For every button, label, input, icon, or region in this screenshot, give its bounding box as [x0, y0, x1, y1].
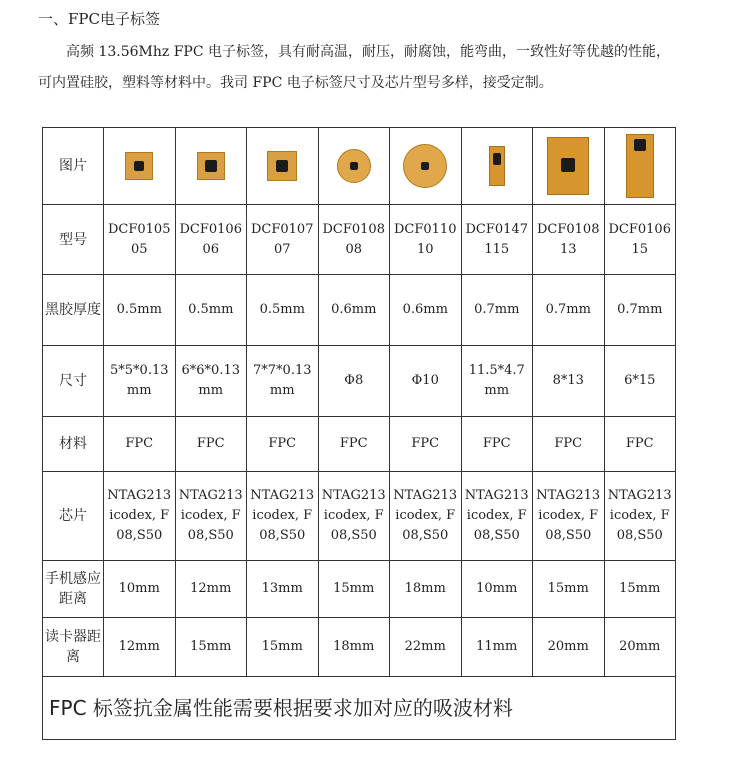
thickness-cell: 0.7mm	[461, 275, 533, 346]
model-cell: DCF010615	[604, 205, 676, 275]
material-cell: FPC	[104, 417, 176, 472]
phone-distance-cell: 15mm	[318, 561, 390, 618]
model-cell: DCF0147115	[461, 205, 533, 275]
reader-distance-cell: 20mm	[604, 618, 676, 677]
row-label-phone-distance: 手机感应距离	[43, 561, 104, 618]
size-cell: 7*7*0.13mm	[247, 346, 319, 417]
product-spec-table	[42, 127, 676, 740]
round-tag-image	[337, 149, 371, 183]
chip-cell: NTAG213 icodex, F08,S50	[533, 472, 605, 561]
model-cell: DCF010808	[318, 205, 390, 275]
size-cell: Φ8	[318, 346, 390, 417]
chip-cell: NTAG213 icodex, F08,S50	[461, 472, 533, 561]
anti-metal-note: FPC 标签抗金属性能需要根据要求加对应的吸波材料	[43, 677, 676, 740]
chip-cell: NTAG213 icodex, F08,S50	[390, 472, 462, 561]
reader-distance-cell: 20mm	[533, 618, 605, 677]
size-cell: Φ10	[390, 346, 462, 417]
row-label-model: 型号	[43, 205, 104, 275]
size-row	[43, 346, 676, 417]
chip-row	[43, 472, 676, 561]
product-image-cell	[461, 128, 533, 205]
product-image-cell	[318, 128, 390, 205]
product-image-cell	[175, 128, 247, 205]
reader-distance-cell: 22mm	[390, 618, 462, 677]
square-tag-image	[267, 151, 297, 181]
product-image-cell	[104, 128, 176, 205]
material-cell: FPC	[461, 417, 533, 472]
row-label-thickness: 黑胶厚度	[43, 275, 104, 346]
row-label-chip: 芯片	[43, 472, 104, 561]
chip-cell: NTAG213 icodex, F08,S50	[318, 472, 390, 561]
phone-distance-row	[43, 561, 676, 618]
product-image-cell	[247, 128, 319, 205]
product-image-cell	[533, 128, 605, 205]
chip-cell: NTAG213 icodex, F08,S50	[604, 472, 676, 561]
product-image-cell	[390, 128, 462, 205]
model-row	[43, 205, 676, 275]
model-cell: DCF011010	[390, 205, 462, 275]
thickness-cell: 0.6mm	[390, 275, 462, 346]
rect-tag-image	[547, 137, 589, 195]
product-image-cell	[604, 128, 676, 205]
material-cell: FPC	[533, 417, 605, 472]
material-cell: FPC	[318, 417, 390, 472]
size-cell: 6*6*0.13mm	[175, 346, 247, 417]
chip-cell: NTAG213 icodex, F08,S50	[175, 472, 247, 561]
section-heading: 一、FPC电子标签	[38, 10, 160, 28]
thickness-cell: 0.7mm	[533, 275, 605, 346]
image-row	[43, 128, 676, 205]
thickness-row	[43, 275, 676, 346]
square-tag-image	[197, 152, 225, 180]
row-label-size: 尺寸	[43, 346, 104, 417]
size-cell: 11.5*4.7mm	[461, 346, 533, 417]
material-cell: FPC	[247, 417, 319, 472]
material-cell: FPC	[175, 417, 247, 472]
model-cell: DCF010606	[175, 205, 247, 275]
phone-distance-cell: 15mm	[604, 561, 676, 618]
long-tag-image	[626, 134, 654, 198]
material-cell: FPC	[604, 417, 676, 472]
phone-distance-cell: 18mm	[390, 561, 462, 618]
chip-cell: NTAG213 icodex, F08,S50	[247, 472, 319, 561]
thickness-cell: 0.5mm	[104, 275, 176, 346]
phone-distance-cell: 12mm	[175, 561, 247, 618]
reader-distance-cell: 15mm	[175, 618, 247, 677]
phone-distance-cell: 10mm	[104, 561, 176, 618]
phone-distance-cell: 15mm	[533, 561, 605, 618]
note-row	[43, 677, 676, 740]
size-cell: 5*5*0.13mm	[104, 346, 176, 417]
intro-line-1: 高频 13.56Mhz FPC 电子标签，具有耐高温，耐压，耐腐蚀，能弯曲，一致性好等优越的性能，	[66, 44, 671, 60]
thickness-cell: 0.5mm	[175, 275, 247, 346]
reader-distance-cell: 11mm	[461, 618, 533, 677]
round-tag-image	[403, 144, 447, 188]
material-cell: FPC	[390, 417, 462, 472]
square-tag-image	[125, 152, 153, 180]
phone-distance-cell: 10mm	[461, 561, 533, 618]
phone-distance-cell: 13mm	[247, 561, 319, 618]
row-label-image: 图片	[43, 128, 104, 205]
thickness-cell: 0.7mm	[604, 275, 676, 346]
size-cell: 6*15	[604, 346, 676, 417]
reader-distance-cell: 18mm	[318, 618, 390, 677]
strip-tag-image	[489, 146, 505, 186]
intro-line-2: 可内置硅胶，塑料等材料中。我司 FPC 电子标签尺寸及芯片型号多样，接受定制。	[38, 75, 553, 91]
thickness-cell: 0.6mm	[318, 275, 390, 346]
model-cell: DCF010813	[533, 205, 605, 275]
reader-distance-cell: 12mm	[104, 618, 176, 677]
model-cell: DCF010505	[104, 205, 176, 275]
thickness-cell: 0.5mm	[247, 275, 319, 346]
row-label-reader-distance: 读卡器距离	[43, 618, 104, 677]
size-cell: 8*13	[533, 346, 605, 417]
model-cell: DCF010707	[247, 205, 319, 275]
row-label-material: 材料	[43, 417, 104, 472]
material-row	[43, 417, 676, 472]
reader-distance-row	[43, 618, 676, 677]
reader-distance-cell: 15mm	[247, 618, 319, 677]
chip-cell: NTAG213 icodex, F08,S50	[104, 472, 176, 561]
